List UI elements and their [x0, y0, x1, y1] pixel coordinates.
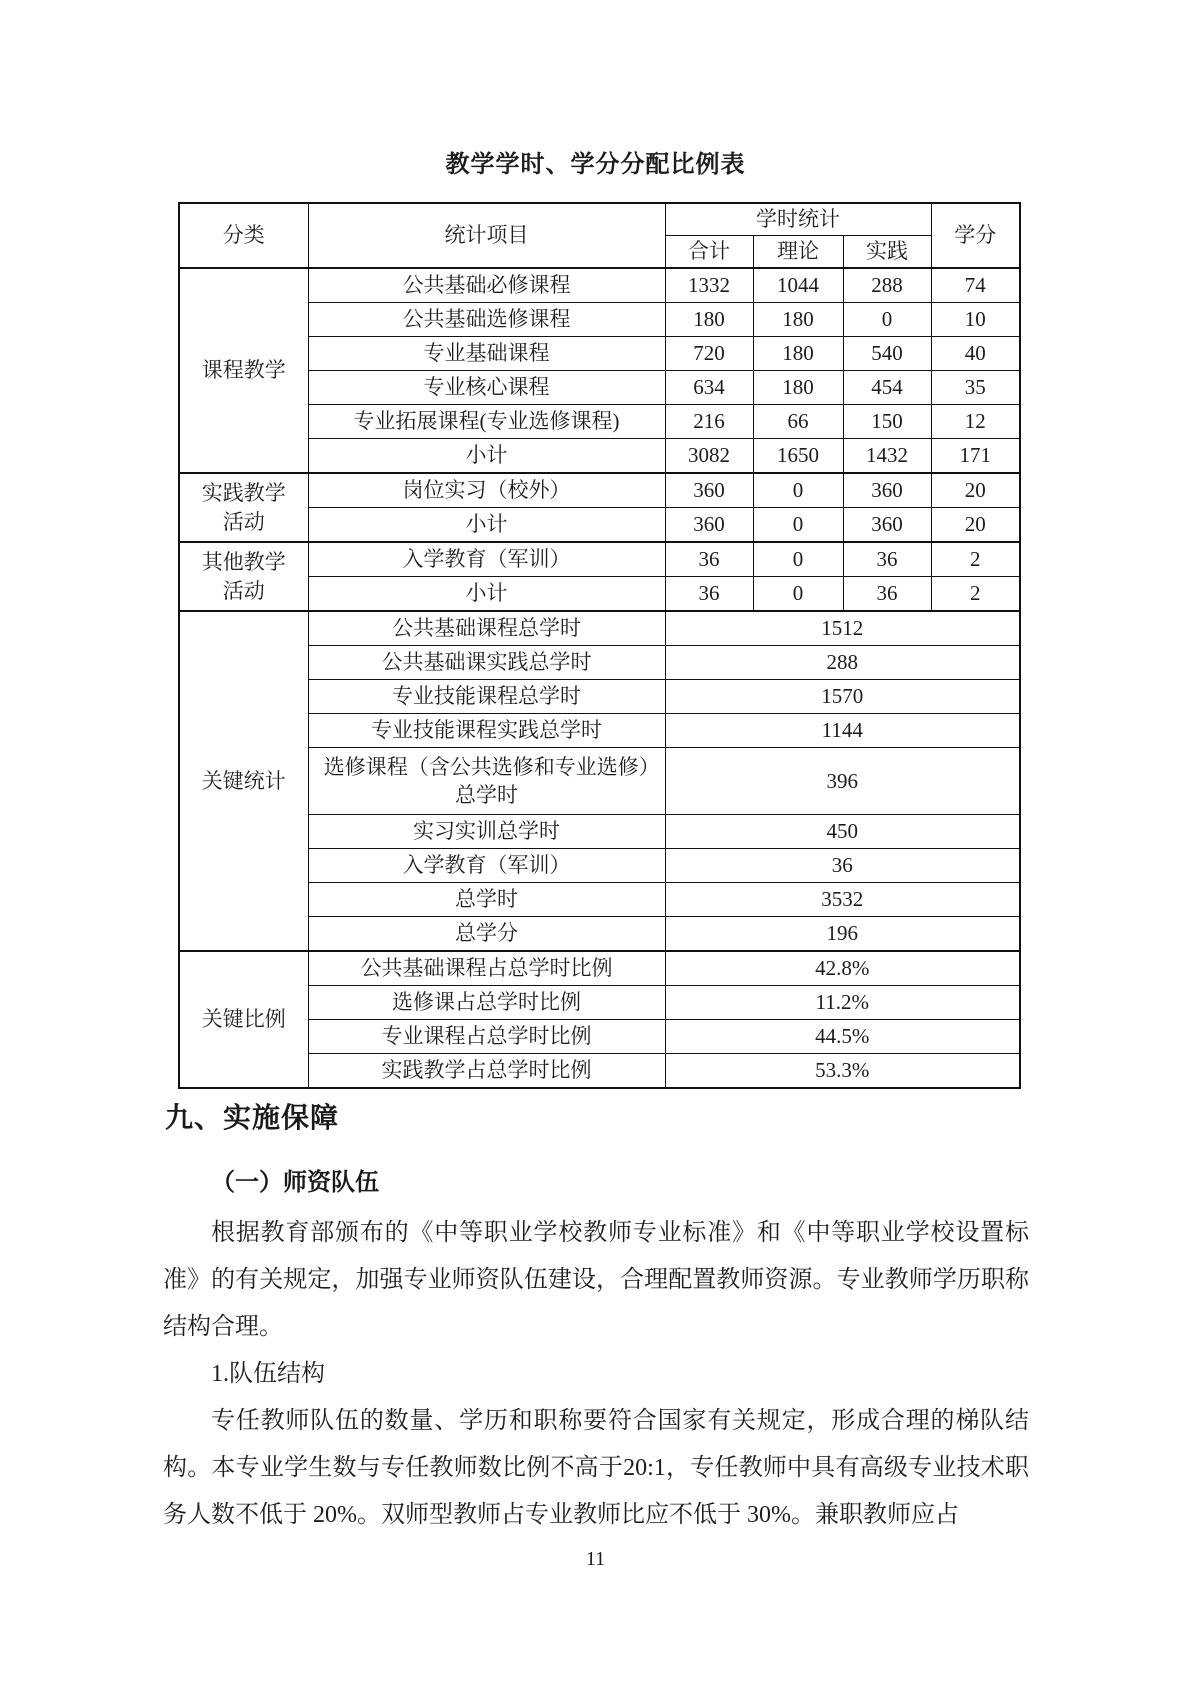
table-title: 教学学时、学分分配比例表 — [445, 152, 746, 178]
paragraph-teacher-standards: 根据教育部颁布的《中等职业学校教师专业标准》和《中等职业学校设置标准》的有关规定，加强专业师资队伍建设，合理配置教师资源。专业教师学历职称结构合理。 — [163, 1220, 1029, 1340]
page-number: 11 — [585, 1548, 606, 1570]
cell-item: 专业核心课程 — [308, 371, 665, 405]
cell-total-hours: 1332 — [665, 268, 753, 303]
cell-category: 课程教学 — [179, 268, 308, 473]
cell-merged-value: 11.2% — [665, 986, 1020, 1020]
cell-merged-value: 1144 — [665, 714, 1020, 748]
header-hours-group: 学时统计 — [665, 203, 931, 236]
cell-credits: 20 — [931, 508, 1020, 543]
header-category: 分类 — [179, 203, 308, 268]
cell-total-hours: 360 — [665, 508, 753, 543]
paragraph-team-structure: 专任教师队伍的数量、学历和职称要符合国家有关规定，形成合理的梯队结构。本专业学生数与专任教师数比例不高于20:1，专任教师中具有高级专业技术职务人数不低于 20%。双师型教师占专业教师比应不低于 30%。兼职教师应占 — [163, 1408, 1029, 1528]
table-row — [179, 542, 1020, 577]
header-practice: 实践 — [843, 236, 931, 269]
header-item: 统计项目 — [308, 203, 665, 268]
cell-total-hours: 36 — [665, 577, 753, 612]
cell-credits: 10 — [931, 303, 1020, 337]
cell-practice-hours: 360 — [843, 508, 931, 543]
cell-category: 关键统计 — [179, 611, 308, 951]
cell-item: 岗位实习（校外） — [308, 473, 665, 508]
cell-item: 公共基础课程总学时 — [308, 611, 665, 646]
cell-total-hours: 720 — [665, 337, 753, 371]
cell-item: 专业课程占总学时比例 — [308, 1020, 665, 1054]
cell-total-hours: 3082 — [665, 439, 753, 474]
cell-merged-value: 288 — [665, 646, 1020, 680]
cell-item: 小计 — [308, 439, 665, 474]
cell-item: 专业基础课程 — [308, 337, 665, 371]
section-heading: 九、实施保障 — [165, 1102, 340, 1133]
cell-item: 公共基础课实践总学时 — [308, 646, 665, 680]
cell-item: 总学分 — [308, 917, 665, 952]
cell-item: 专业技能课程实践总学时 — [308, 714, 665, 748]
cell-merged-value: 196 — [665, 917, 1020, 952]
cell-practice-hours: 1432 — [843, 439, 931, 474]
cell-practice-hours: 36 — [843, 542, 931, 577]
cell-merged-value: 42.8% — [665, 951, 1020, 986]
cell-item: 专业技能课程总学时 — [308, 680, 665, 714]
cell-theory-hours: 0 — [753, 473, 843, 508]
cell-theory-hours: 1650 — [753, 439, 843, 474]
cell-total-hours: 360 — [665, 473, 753, 508]
table-row — [179, 611, 1020, 646]
section-subheading: （一）师资队伍 — [211, 1169, 379, 1196]
cell-credits: 20 — [931, 473, 1020, 508]
cell-theory-hours: 0 — [753, 577, 843, 612]
cell-theory-hours: 180 — [753, 337, 843, 371]
cell-category: 关键比例 — [179, 951, 308, 1088]
hours-credits-table — [178, 202, 1021, 1089]
cell-merged-value: 1570 — [665, 680, 1020, 714]
cell-item: 公共基础选修课程 — [308, 303, 665, 337]
cell-credits: 74 — [931, 268, 1020, 303]
cell-credits: 12 — [931, 405, 1020, 439]
cell-item: 小计 — [308, 577, 665, 612]
header-total: 合计 — [665, 236, 753, 269]
cell-merged-value: 396 — [665, 748, 1020, 815]
cell-category: 其他教学活动 — [179, 542, 308, 611]
table-header-row — [179, 203, 1020, 236]
cell-item: 入学教育（军训） — [308, 849, 665, 883]
cell-practice-hours: 540 — [843, 337, 931, 371]
cell-category: 实践教学活动 — [179, 473, 308, 542]
cell-item: 入学教育（军训） — [308, 542, 665, 577]
cell-theory-hours: 0 — [753, 542, 843, 577]
cell-item: 公共基础必修课程 — [308, 268, 665, 303]
cell-theory-hours: 66 — [753, 405, 843, 439]
cell-total-hours: 36 — [665, 542, 753, 577]
cell-theory-hours: 180 — [753, 303, 843, 337]
cell-merged-value: 44.5% — [665, 1020, 1020, 1054]
cell-item: 公共基础课程占总学时比例 — [308, 951, 665, 986]
cell-theory-hours: 1044 — [753, 268, 843, 303]
cell-item: 专业拓展课程(专业选修课程) — [308, 405, 665, 439]
cell-merged-value: 53.3% — [665, 1054, 1020, 1089]
cell-item: 小计 — [308, 508, 665, 543]
table-row — [179, 473, 1020, 508]
cell-credits: 171 — [931, 439, 1020, 474]
header-theory: 理论 — [753, 236, 843, 269]
cell-item: 实践教学占总学时比例 — [308, 1054, 665, 1089]
cell-item: 选修课程（含公共选修和专业选修）总学时 — [308, 748, 665, 815]
list-item-team-structure: 1.队伍结构 — [211, 1361, 325, 1387]
cell-practice-hours: 36 — [843, 577, 931, 612]
cell-total-hours: 180 — [665, 303, 753, 337]
cell-item: 选修课占总学时比例 — [308, 986, 665, 1020]
table-row — [179, 951, 1020, 986]
cell-theory-hours: 0 — [753, 508, 843, 543]
cell-item: 总学时 — [308, 883, 665, 917]
cell-merged-value: 36 — [665, 849, 1020, 883]
cell-practice-hours: 150 — [843, 405, 931, 439]
table-row — [179, 268, 1020, 303]
cell-practice-hours: 0 — [843, 303, 931, 337]
cell-credits: 40 — [931, 337, 1020, 371]
cell-total-hours: 216 — [665, 405, 753, 439]
cell-practice-hours: 360 — [843, 473, 931, 508]
cell-practice-hours: 454 — [843, 371, 931, 405]
header-credits: 学分 — [931, 203, 1020, 268]
cell-merged-value: 3532 — [665, 883, 1020, 917]
cell-practice-hours: 288 — [843, 268, 931, 303]
cell-credits: 2 — [931, 577, 1020, 612]
cell-item: 实习实训总学时 — [308, 815, 665, 849]
cell-credits: 35 — [931, 371, 1020, 405]
cell-merged-value: 450 — [665, 815, 1020, 849]
cell-merged-value: 1512 — [665, 611, 1020, 646]
cell-theory-hours: 180 — [753, 371, 843, 405]
cell-total-hours: 634 — [665, 371, 753, 405]
cell-credits: 2 — [931, 542, 1020, 577]
